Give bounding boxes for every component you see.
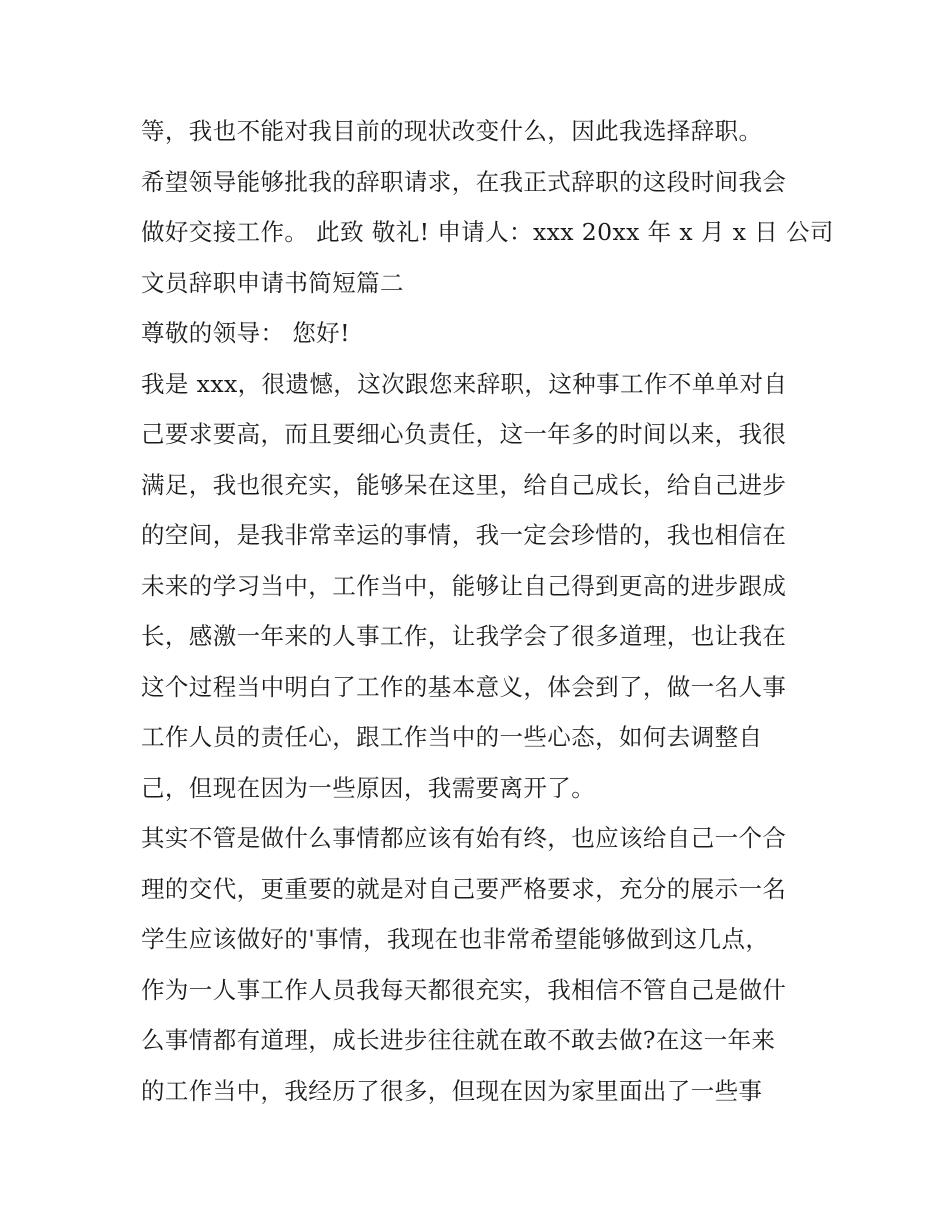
text-line: 的空间，是我非常幸运的事情，我一定会珍惜的，我也相信在 (141, 521, 787, 549)
text-line: 的工作当中，我经历了很多，但现在因为家里面出了一些事 (141, 1076, 763, 1105)
text-line: 满足，我也很充实，能够呆在这里，给自己成长，给自己进步 (141, 470, 787, 499)
text-line: 己要求要高，而且要细心负责任，这一年多的时间以来，我很 (141, 420, 787, 448)
text-line: 希望领导能够批我的辞职请求，在我正式辞职的这段时间我会 (141, 167, 787, 196)
text-line: 工作人员的责任心，跟工作当中的一些心态，如何去调整自 (141, 723, 763, 751)
text-line: 其实不管是做什么事情都应该有始有终，也应该给自己一个合 (141, 824, 787, 852)
text-line: 作为一人事工作人员我每天都很充实，我相信不管自己是做什 (141, 975, 787, 1004)
text-line: 长，感激一年来的人事工作，让我学会了很多道理，也让我在 (141, 622, 787, 650)
text-line: 等，我也不能对我目前的现状改变什么，因此我选择辞职。 (141, 117, 763, 145)
text-line: 我是 xxx，很遗憾，这次跟您来辞职，这种事工作不单单对自 (141, 369, 788, 398)
document-body (141, 106, 834, 1116)
text-line: 做好交接工作。 此致 敬礼! 申请人：xxx 20xx 年 x 月 x 日 公司 (141, 218, 834, 246)
text-line: 么事情都有道理，成长进步往往就在敢不敢去做?在这一年来 (141, 1026, 776, 1054)
text-line: 学生应该做好的'事情，我现在也非常希望能够做到这几点， (141, 925, 770, 953)
salutation: 尊敬的领导： 您好! (141, 319, 350, 347)
text-line: 理的交代，更重要的就是对自己要严格要求，充分的展示一名 (141, 874, 787, 903)
text-line: 这个过程当中明白了工作的基本意义，体会到了，做一名人事 (141, 672, 787, 701)
section-heading: 文员辞职申请书简短篇二 (141, 268, 404, 297)
text-line: 未来的学习当中，工作当中，能够让自己得到更高的进步跟成 (141, 571, 787, 600)
text-line: 己，但现在因为一些原因，我需要离开了。 (141, 773, 596, 802)
